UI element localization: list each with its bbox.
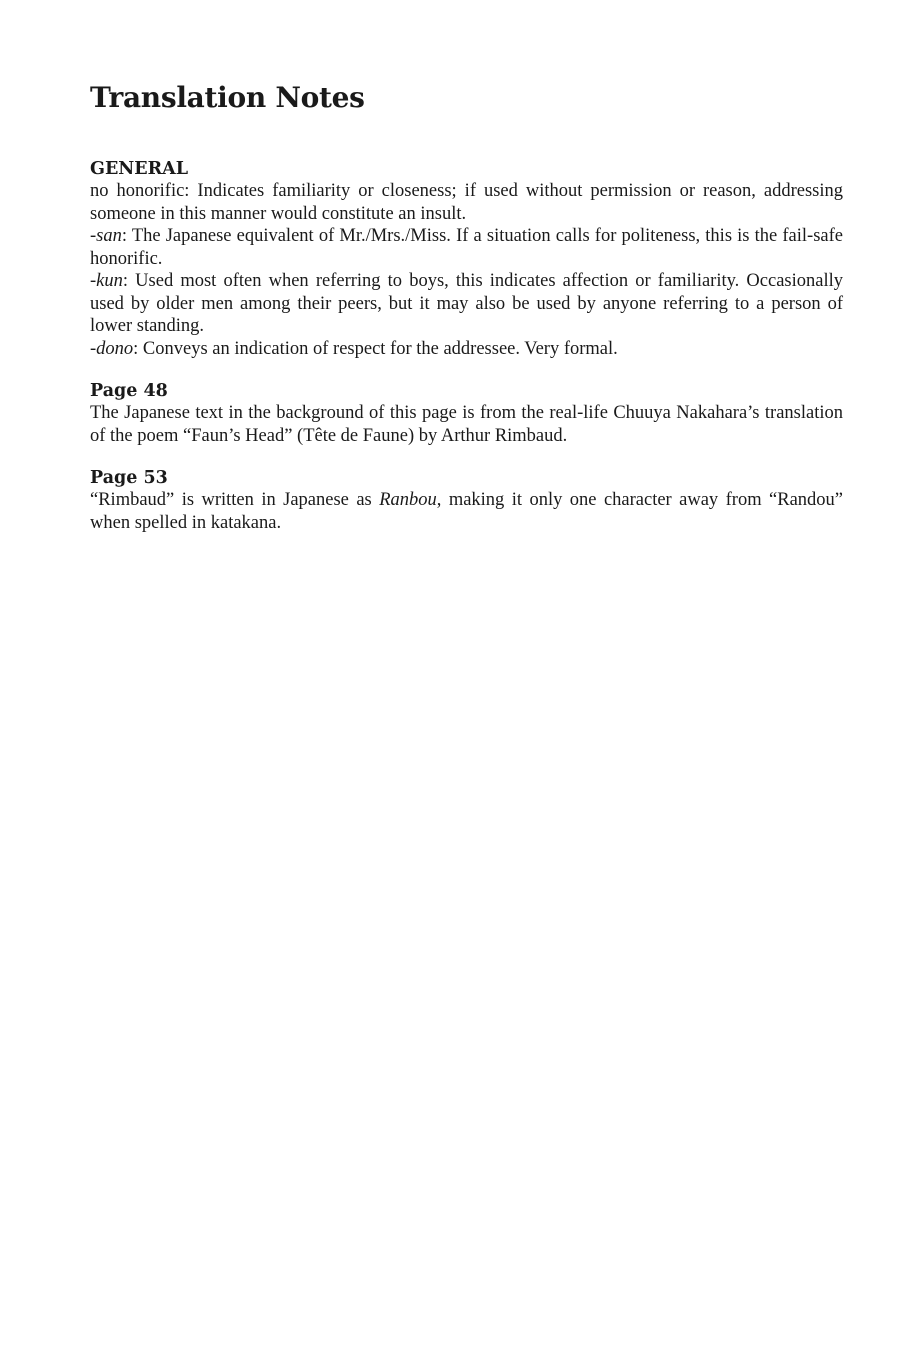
general-heading: GENERAL xyxy=(90,159,189,179)
note-text: : The Japanese equivalent of Mr./Mrs./Miss. If a situation calls for politeness, this is the fail-safe honorific. xyxy=(90,226,843,269)
note-san: -san: The Japanese equivalent of Mr./Mrs./Miss. If a situation calls for politeness, this is the fail-safe honorific. xyxy=(90,226,843,269)
note-term: kun xyxy=(96,271,123,291)
page-48-note: The Japanese text in the background of this page is from the real-life Chuuya Nakahara’s translation of the poem “Faun’s Head” (Tête de Faune) by Arthur Rimbaud. xyxy=(90,403,843,446)
note-italic-term: Ranbou xyxy=(379,490,437,510)
note-no-honorific xyxy=(90,180,843,225)
page-53-heading: Page 53 xyxy=(90,468,168,488)
note-text: , making it only one character away from “Randou” when spelled in katakana. xyxy=(90,490,843,533)
note-text: “Rimbaud” is written in Japanese as xyxy=(90,490,380,510)
note-text: : Used most often when referring to boys, this indicates affection or familiarity. Occasionally used by older men among their peers, but it may also be used by anyone referring to a person of lower standing. xyxy=(90,271,843,336)
note-text: no honorific: Indicates familiarity or closeness; if used without permission or reason, addressing someone in this manner would constitute an insult. xyxy=(90,181,843,224)
general-section xyxy=(90,158,843,360)
page-title: Translation Notes xyxy=(90,81,365,114)
note-term: dono xyxy=(96,338,134,359)
page-53-note xyxy=(90,489,843,534)
note-dono: -dono: Conveys an indication of respect for the addressee. Very formal. xyxy=(90,338,618,359)
translation-notes-page xyxy=(90,80,843,554)
page-53-section xyxy=(90,467,843,534)
note-term: san xyxy=(96,226,122,246)
note-kun: -kun: Used most often when referring to boys, this indicates affection or familiarity. Occasionally used by older men among their peers, but it may also be used by anyone referring to a person of lower standing. xyxy=(90,271,843,336)
page-48-section xyxy=(90,380,843,447)
page-48-heading: Page 48 xyxy=(90,381,168,401)
note-text: : Conveys an indication of respect for the addressee. Very formal. xyxy=(133,338,618,359)
